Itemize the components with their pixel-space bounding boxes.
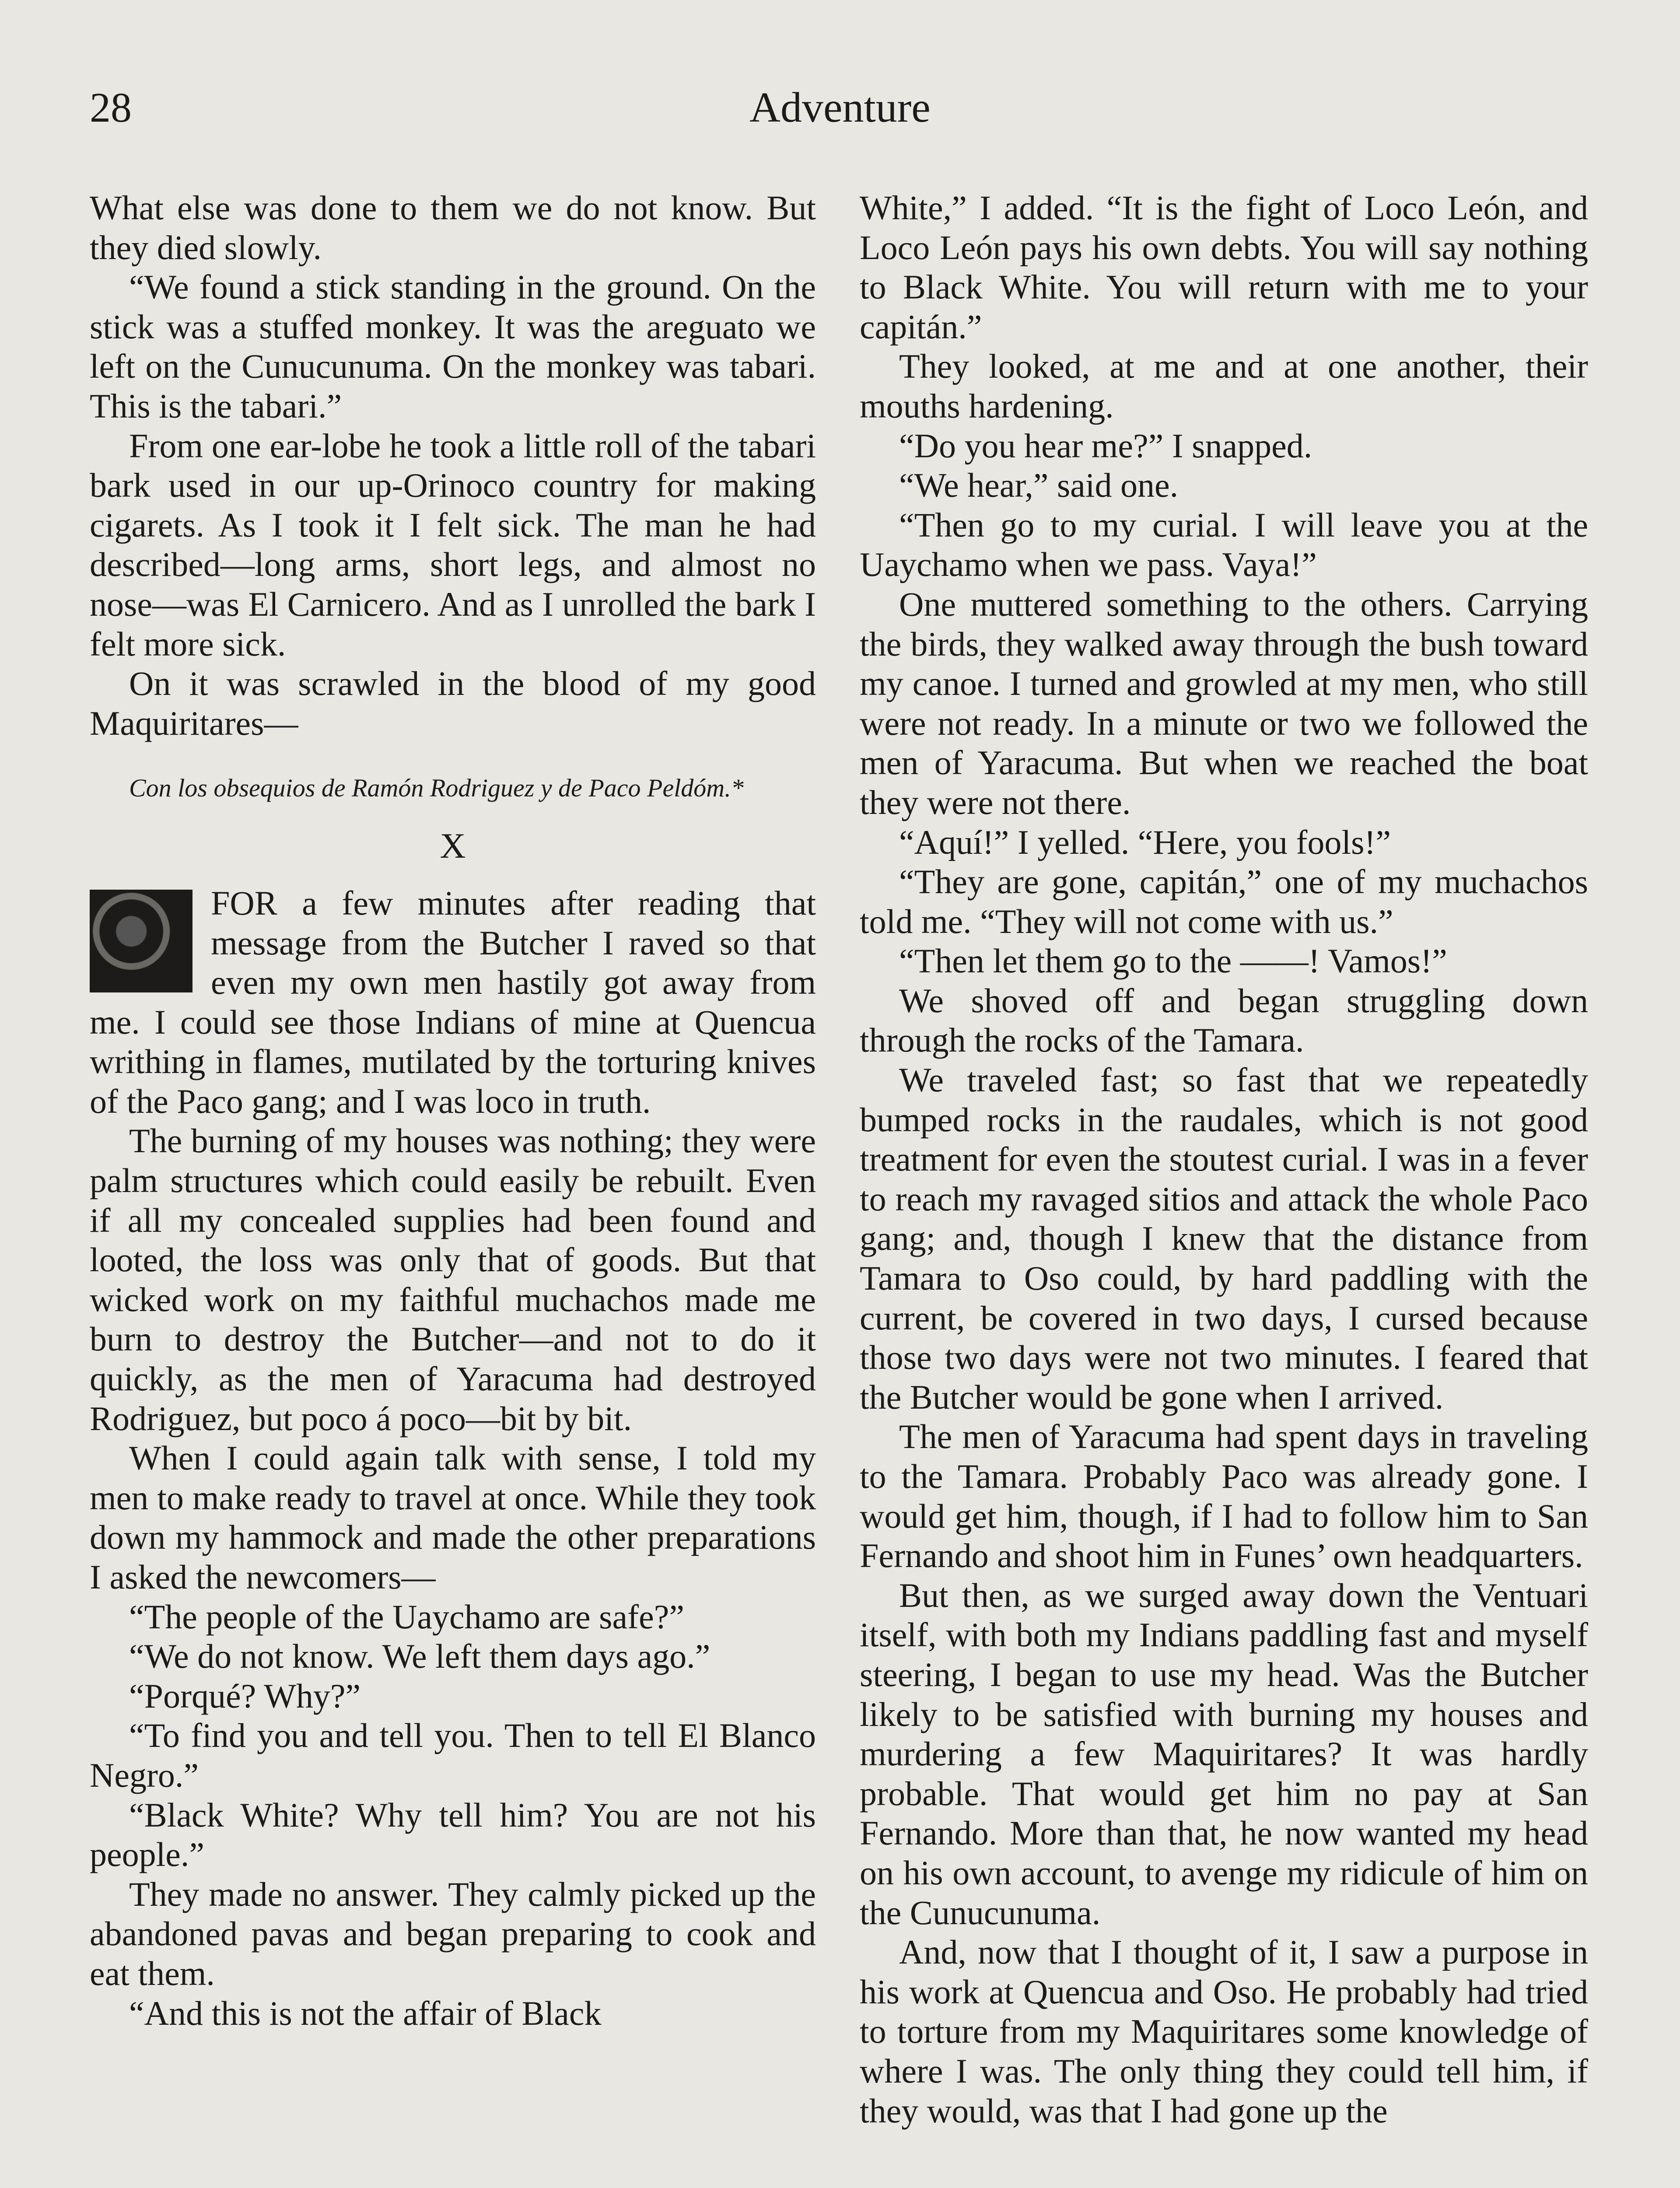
paragraph: The burning of my houses was nothing; they were palm structures which could easily be rebuilt. Even if all my concealed supplies had been found and looted, the loss was only that of goods. But that wicked work on my faithful muchachos made me burn to destroy the Butcher—and not to do it quickly, as the men of Yaracuma had destroyed Rodriguez, but poco á poco—bit by bit. xyxy=(90,1122,816,1438)
paragraph: “Aquí!” I yelled. “Here, you fools!” xyxy=(899,823,1391,861)
section-heading: X xyxy=(440,826,466,866)
paragraph: White,” I added. “It is the fight of Loco León, and Loco León pays his own debts. You will say nothing to Black White. You will return with me to your capitán.” xyxy=(860,189,1588,346)
paragraph: We traveled fast; so fast that we repeatedly bumped rocks in the raudales, which is not good treatment for even the stoutest curial. I was in a fever to reach my ravaged sitios and attack the whole Paco gang; and, though I knew that the distance from Tamara to Oso could, by hard paddling with the current, be covered in two days, I cursed because those two days were not two minutes. I feared that the Butcher would be gone when I arrived. xyxy=(860,1061,1588,1416)
running-head: Adventure xyxy=(749,84,931,131)
paragraph: “We do not know. We left them days ago.” xyxy=(129,1637,710,1676)
paragraph: We shoved off and began struggling down through the rocks of the Tamara. xyxy=(860,981,1588,1059)
paragraph: On it was scrawled in the blood of my good Maquiritares— xyxy=(90,664,816,742)
paragraph: “The people of the Uaychamo are safe?” xyxy=(129,1597,684,1636)
paragraph: The men of Yaracuma had spent days in traveling to the Tamara. Probably Paco was already gone. I would get him, though, if I had to follow him to San Fernando and shoot him in Funes’ own headquarters. xyxy=(860,1417,1588,1575)
paragraph: And, now that I thought of it, I saw a purpose in his work at Quencua and Oso. He probably had tried to torture from my Maquiritares some knowledge of where I was. The only thing they could tell him, if they would, was that I had gone up the xyxy=(860,1933,1588,2130)
paragraph: They looked, at me and at one another, their mouths hardening. xyxy=(860,347,1588,425)
paragraph: FOR a few minutes after reading that message from the Butcher I raved so that even my own men hastily got away from me. I could see those Indians of mine at Quencua writhing in flames, mutilated by the torturing knives of the Paco gang; and I was loco in truth. xyxy=(90,884,816,1120)
paragraph: “Then let them go to the ——! Vamos!” xyxy=(899,942,1447,980)
paragraph: From one ear-lobe he took a little roll of the tabari bark used in our up-Orinoco country for making cigarets. As I took it I felt sick. The man he had described—long arms, short legs, and almost no nose—was El Carnicero. And as I unrolled the bark I felt more sick. xyxy=(90,426,816,663)
left-column xyxy=(90,188,816,2033)
page-header xyxy=(0,83,1680,149)
signoff-message: Con los obsequios de Ramón Rodriguez y de Paco Peldóm.* xyxy=(129,774,744,803)
paragraph: “Black White? Why tell him? You are not his people.” xyxy=(90,1795,816,1874)
paragraph: “Porqué? Why?” xyxy=(129,1676,361,1715)
right-column xyxy=(860,188,1588,2131)
paragraph: “We found a stick standing in the ground. On the stick was a stuffed monkey. It was the areguato we left on the Cunucunuma. On the monkey was tabari. This is the tabari.” xyxy=(90,268,816,425)
paragraph: But then, as we surged away down the Ventuari itself, with both my Indians paddling fast and myself steering, I began to use my head. Was the Butcher likely to be satisfied with burning my houses and murdering a few Maquiritares? It was hardly probable. That would get him no pay at San Fernando. More than that, he now wanted my head on his own account, to avenge my ridicule of him on the Cunucunuma. xyxy=(860,1576,1588,1932)
paragraph: “They are gone, capitán,” one of my muchachos told me. “They will not come with us.” xyxy=(860,863,1588,940)
paragraph: “And this is not the affair of Black xyxy=(129,1994,602,2032)
paragraph: One muttered something to the others. Carrying the birds, they walked away through the bush toward my canoe. I turned and growled at my men, who still were not ready. In a minute or two we followed the men of Yaracuma. But when we reached the boat they were not there. xyxy=(860,585,1588,821)
paragraph: What else was done to them we do not know. But they died slowly. xyxy=(90,189,816,266)
paragraph: When I could again talk with sense, I told my men to make ready to travel at once. While they took down my hammock and made the other preparations I asked the newcomers— xyxy=(90,1439,816,1596)
paragraph: “We hear,” said one. xyxy=(899,466,1179,505)
page-number: 28 xyxy=(90,84,132,131)
paragraph: They made no answer. They calmly picked up the abandoned pavas and began preparing to cook and eat them. xyxy=(90,1875,816,1992)
decorative-drop-cap-icon xyxy=(90,890,192,992)
paragraph: “Then go to my curial. I will leave you at the Uaychamo when we pass. Vaya!” xyxy=(860,505,1588,584)
paragraph: “To find you and tell you. Then to tell El Blanco Negro.” xyxy=(90,1716,816,1794)
paragraph: “Do you hear me?” I snapped. xyxy=(899,426,1312,465)
